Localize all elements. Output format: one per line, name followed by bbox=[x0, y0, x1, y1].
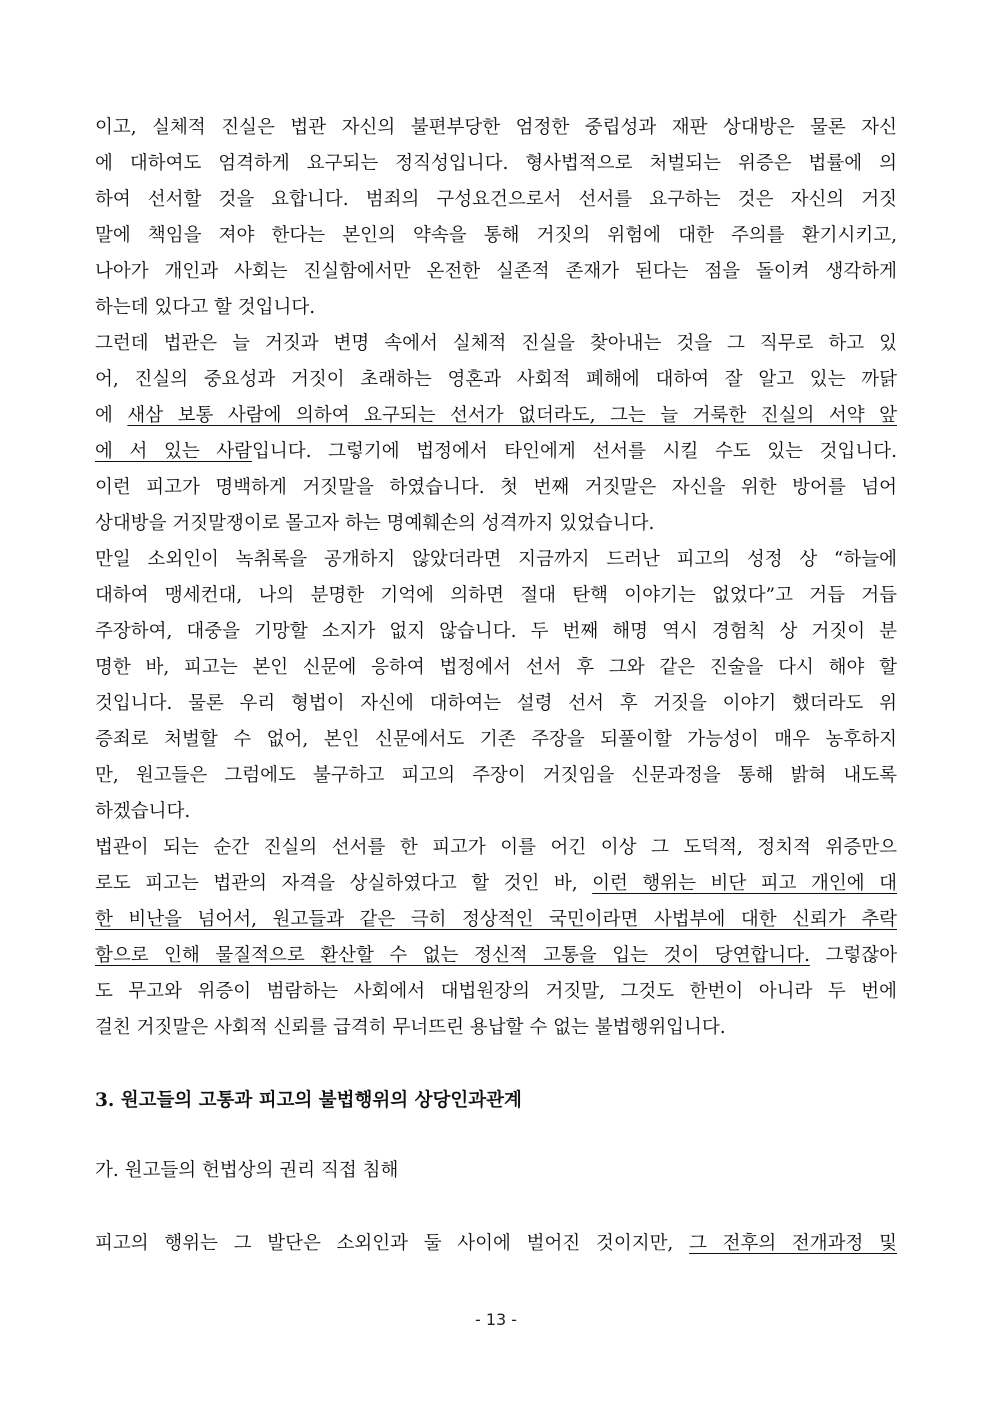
underlined-text: 그 전후의 전개과정 및 bbox=[689, 1233, 897, 1254]
section-heading: 3. 원고들의 고통과 피고의 불법행위의 상당인과관계 bbox=[95, 1090, 522, 1111]
body-line: 걸친 거짓말은 사회적 신뢰를 급격히 무너뜨린 용납할 수 없는 불법행위입니다. bbox=[95, 1017, 726, 1038]
body-line: 에 대하여도 엄격하게 요구되는 정직성입니다. 형사법적으로 처벌되는 위증은 법률에 의 bbox=[95, 153, 897, 174]
underlined-text: 새삼 보통 사람에 의하여 요구되는 선서가 없더라도, 그는 늘 거룩한 진실의 서약 앞 bbox=[127, 405, 897, 426]
body-text: 에 bbox=[95, 405, 128, 426]
body-line: 이고, 실체적 진실은 법관 자신의 불편부당한 엄정한 중립성과 재판 상대방은 물론 자신 bbox=[95, 117, 897, 138]
body-line: 하겠습니다. bbox=[95, 801, 191, 822]
body-line: 말에 책임을 져야 한다는 본인의 약속을 통해 거짓의 위험에 대한 주의를 환기시키고, bbox=[95, 225, 897, 246]
document-body bbox=[95, 110, 897, 1046]
body-line: 이런 피고가 명백하게 거짓말을 하였습니다. 첫 번째 거짓말은 자신을 위한 방어를 넘어 bbox=[95, 477, 897, 498]
body-line: 그런데 법관은 늘 거짓과 변명 속에서 실체적 진실을 찾아내는 것을 그 직무로 하고 있 bbox=[95, 333, 897, 354]
body-line: 한 비난을 넘어서, 원고들과 같은 극히 정상적인 국민이라면 사법부에 대한 신뢰가 추락 bbox=[95, 909, 897, 930]
body-line: 나아가 개인과 사회는 진실함에서만 온전한 실존적 존재가 된다는 점을 돌이켜 생각하게 bbox=[95, 261, 897, 282]
body-line: 하는데 있다고 할 것입니다. bbox=[95, 297, 316, 318]
body-line bbox=[95, 866, 897, 902]
body-text: 로도 피고는 법관의 자격을 상실하였다고 할 것인 바, bbox=[95, 873, 593, 894]
section-paragraph bbox=[95, 1226, 897, 1262]
body-line: 명한 바, 피고는 본인 신문에 응하여 법정에서 선서 후 그와 같은 진술을 다시 해야 할 bbox=[95, 657, 897, 678]
body-line: 법관이 되는 순간 진실의 선서를 한 피고가 이를 어긴 이상 그 도덕적, 정치적 위증만으 bbox=[95, 837, 897, 858]
underlined-text: 함으로 인해 물질적으로 환산할 수 없는 정신적 고통을 입는 것이 당연합니다. bbox=[95, 945, 810, 966]
underlined-text: 이런 행위는 비단 피고 개인에 대 bbox=[592, 873, 897, 894]
underlined-text: 에 서 있는 사람 bbox=[95, 441, 253, 462]
body-line: 하여 선서할 것을 요합니다. 범죄의 구성요건으로서 선서를 요구하는 것은 자신의 거짓 bbox=[95, 189, 897, 210]
body-line bbox=[95, 398, 897, 434]
body-line: 만일 소외인이 녹취록을 공개하지 않았더라면 지금까지 드러난 피고의 성정 상 “하늘에 bbox=[95, 549, 897, 570]
body-line: 만, 원고들은 그럼에도 불구하고 피고의 주장이 거짓임을 신문과정을 통해 밝혀 내도록 bbox=[95, 765, 897, 786]
body-line bbox=[95, 434, 897, 470]
body-text: 입니다. 그렇기에 법정에서 타인에게 선서를 시킬 수도 있는 것입니다. bbox=[252, 441, 897, 462]
body-line: 도 무고와 위증이 범람하는 사회에서 대법원장의 거짓말, 그것도 한번이 아니라 두 번에 bbox=[95, 981, 897, 1002]
subsection-heading: 가. 원고들의 헌법상의 권리 직접 침해 bbox=[95, 1160, 399, 1181]
body-line bbox=[95, 938, 897, 974]
body-line: 어, 진실의 중요성과 거짓이 초래하는 영혼과 사회적 폐해에 대하여 잘 알고 있는 까닭 bbox=[95, 369, 897, 390]
body-line: 증죄로 처벌할 수 없어, 본인 신문에서도 기존 주장을 되풀이할 가능성이 매우 농후하지 bbox=[95, 729, 897, 750]
body-line: 주장하여, 대중을 기망할 소지가 없지 않습니다. 두 번째 해명 역시 경험칙 상 거짓이 분 bbox=[95, 621, 897, 642]
body-text: 그렇잖아 bbox=[809, 945, 897, 966]
body-line: 대하여 맹세컨대, 나의 분명한 기억에 의하면 절대 탄핵 이야기는 없었다”고 거듭 거듭 bbox=[95, 585, 897, 606]
body-line: 상대방을 거짓말쟁이로 몰고자 하는 명예훼손의 성격까지 있었습니다. bbox=[95, 513, 655, 534]
page-number: - 13 - bbox=[474, 1310, 518, 1329]
body-line: 것입니다. 물론 우리 형법이 자신에 대하여는 설령 선서 후 거짓을 이야기 했더라도 위 bbox=[95, 693, 897, 714]
body-text: 피고의 행위는 그 발단은 소외인과 둘 사이에 벌어진 것이지만, bbox=[95, 1233, 690, 1254]
body-line bbox=[95, 1226, 897, 1262]
